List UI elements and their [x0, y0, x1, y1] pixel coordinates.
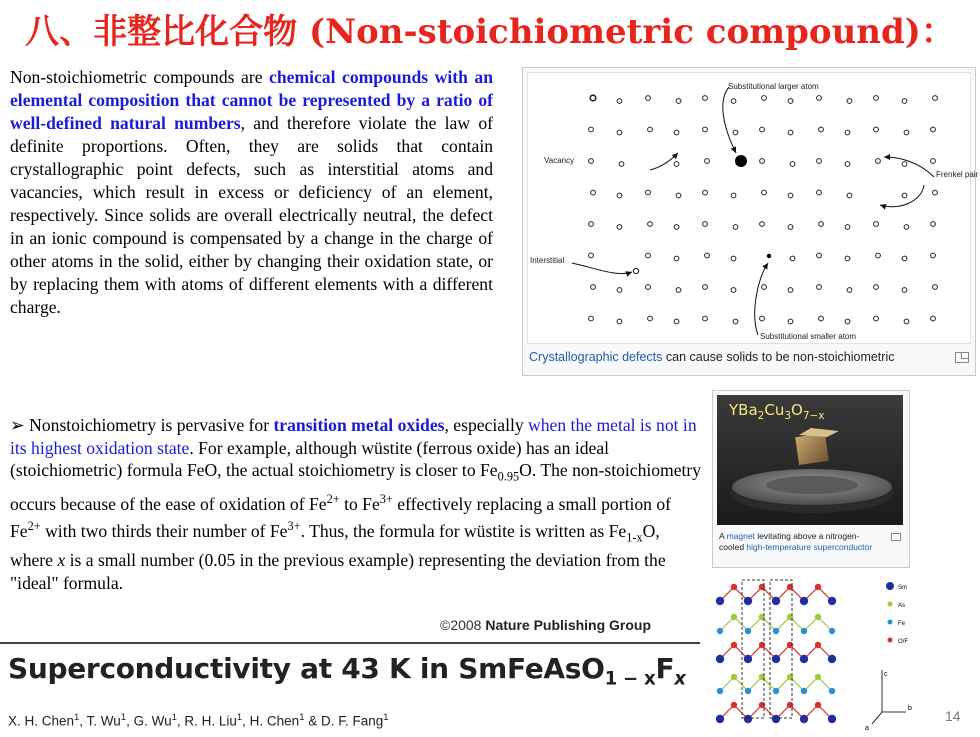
- crystal-atom: [828, 715, 836, 723]
- lattice-atom: [648, 222, 653, 227]
- crystal-atom: [800, 715, 808, 723]
- crystal-atom: [815, 702, 821, 708]
- page-number: 14: [945, 708, 961, 724]
- lattice-atom: [904, 225, 909, 230]
- lattice-atom: [589, 253, 594, 258]
- crystal-atom: [815, 674, 821, 680]
- lattice-atom: [817, 159, 822, 164]
- arrow-vacancy: [650, 153, 678, 170]
- nonstoichiometry-paragraph: [10, 414, 704, 594]
- crystal-atom: [772, 597, 780, 605]
- lattice-atom: [646, 253, 651, 258]
- lattice-atom: [788, 99, 793, 104]
- para2-text: with two thirds their number of Fe: [40, 521, 288, 542]
- defects-caption: [529, 350, 894, 364]
- article-title-x: x: [674, 668, 686, 690]
- crystal-atom: [744, 715, 752, 723]
- crystal-atom: [801, 628, 807, 634]
- lattice-atom: [674, 319, 679, 324]
- crystal-atom: [829, 628, 835, 634]
- label-interstitial: Interstitial: [530, 256, 565, 265]
- lattice-atom: [648, 316, 653, 321]
- lattice-atom: [648, 127, 653, 132]
- bullet-icon: ➢: [10, 415, 25, 435]
- crystal-atom: [829, 688, 835, 694]
- article-title: [8, 652, 686, 690]
- disk-recess: [766, 476, 858, 494]
- lattice-atom: [733, 319, 738, 324]
- lattice-atom: [933, 96, 938, 101]
- crystal-atom: [800, 655, 808, 663]
- lattice-atom: [676, 193, 681, 198]
- lattice-atom: [646, 190, 651, 195]
- lattice-atom: [874, 222, 879, 227]
- arrow-substitutional-smaller: [755, 263, 768, 335]
- magnet-figure: [712, 390, 910, 568]
- lattice-atom: [731, 193, 736, 198]
- lattice-atom: [817, 190, 822, 195]
- substitutional-smaller-atom: [767, 254, 771, 258]
- lattice-atom: [845, 162, 850, 167]
- crystal-atom: [745, 628, 751, 634]
- crystal-atom: [731, 614, 737, 620]
- lattice-atom: [703, 222, 708, 227]
- defects-diagram: [527, 72, 979, 344]
- crystal-atom: [828, 597, 836, 605]
- lattice-atom: [731, 99, 736, 104]
- crystal-atom: [801, 688, 807, 694]
- lattice-atom: [847, 288, 852, 293]
- lattice-atom: [931, 253, 936, 258]
- lattice-atom: [589, 316, 594, 321]
- levitating-magnet-photo: [717, 395, 903, 525]
- author-affiliation: 1: [74, 712, 80, 723]
- lattice-atom: [819, 222, 824, 227]
- lattice-atom: [617, 130, 622, 135]
- crystal-atom: [717, 688, 723, 694]
- lattice-atom: [902, 99, 907, 104]
- lattice-atom: [874, 285, 879, 290]
- lattice-atom: [902, 162, 907, 167]
- arrow-frenkel-1: [884, 157, 934, 177]
- lattice-atom: [674, 130, 679, 135]
- lattice-atom: [847, 99, 852, 104]
- magnet-cube-top: [799, 428, 839, 437]
- lattice-atom: [819, 127, 824, 132]
- caption-text: levitating above a nitrogen-cooled: [719, 531, 860, 552]
- author-name: D. F. Fang: [320, 713, 384, 729]
- lattice-atom: [788, 225, 793, 230]
- lattice-atom: [931, 127, 936, 132]
- lattice-atom: [646, 285, 651, 290]
- lattice-atom: [674, 162, 679, 167]
- lattice-atom: [733, 225, 738, 230]
- crystal-atom: [815, 642, 821, 648]
- lattice-atom: [617, 99, 622, 104]
- author-name: G. Wu: [133, 713, 172, 729]
- legend-swatch: [888, 602, 893, 607]
- author-list: [8, 712, 388, 729]
- lattice-atom: [619, 162, 624, 167]
- lattice-atom: [731, 256, 736, 261]
- crystal-atom: [731, 702, 737, 708]
- defects-lattice-svg: [528, 73, 979, 343]
- crystal-atom: [815, 584, 821, 590]
- crystal-atom: [716, 597, 724, 605]
- formula-sub: 2: [757, 410, 765, 422]
- lattice-atom: [845, 319, 850, 324]
- axis-a-line: [872, 712, 882, 724]
- lattice-atom: [904, 319, 909, 324]
- definition-highlight: chemical compounds with an elemental composition that cannot be represented by a ratio of well-defined natural numbers: [10, 67, 493, 133]
- lattice-atom: [762, 96, 767, 101]
- crystallographic-defects-link[interactable]: Crystallographic defects: [529, 350, 663, 364]
- lattice-atom: [845, 130, 850, 135]
- crystal-atom: [815, 614, 821, 620]
- lattice-atom: [817, 96, 822, 101]
- crystal-atom: [828, 655, 836, 663]
- author-name: R. H. Liu: [184, 713, 237, 729]
- article-title-subscript: 1 − x: [604, 668, 656, 690]
- lattice-atom: [819, 316, 824, 321]
- lattice-atom: [762, 190, 767, 195]
- label-substitutional-larger: Substitutional larger atom: [728, 82, 819, 91]
- lattice-atom: [790, 162, 795, 167]
- formula-part: O: [791, 401, 803, 419]
- lattice-atom: [676, 99, 681, 104]
- crystal-atom: [716, 715, 724, 723]
- article-title-F: F: [655, 652, 675, 685]
- lattice-atom: [788, 130, 793, 135]
- author-affiliation: 1: [236, 712, 243, 723]
- author-name: X. H. Chen: [8, 713, 75, 729]
- lattice-atom: [874, 96, 879, 101]
- crystal-atom: [773, 688, 779, 694]
- defects-caption-rest: can cause solids to be non-stoichiometric: [662, 350, 895, 364]
- formula-part: Cu: [764, 401, 785, 419]
- lattice-atom: [788, 288, 793, 293]
- lattice-atom: [817, 253, 822, 258]
- superscript: 2+: [27, 519, 41, 534]
- arrow-interstitial: [572, 263, 632, 274]
- lattice-atom: [674, 256, 679, 261]
- lattice-atom: [590, 95, 596, 101]
- lattice-atom: [876, 159, 881, 164]
- author-name: T. Wu: [86, 713, 121, 729]
- label-substitutional-smaller: Substitutional smaller atom: [760, 332, 857, 341]
- author-affiliation: 1: [383, 712, 389, 723]
- legend-swatch: [888, 638, 893, 643]
- author-affiliation: 1: [171, 712, 177, 723]
- lattice-atom: [874, 316, 879, 321]
- author-name: H. Chen: [249, 713, 300, 729]
- crystal-atom: [772, 655, 780, 663]
- lattice-atom: [589, 222, 594, 227]
- defects-figure: [522, 67, 979, 376]
- crystal-structure-svg: [712, 572, 922, 732]
- caption-text: A: [719, 531, 727, 541]
- lattice-atom: [904, 130, 909, 135]
- transition-metal-oxides-term: transition metal oxides: [273, 415, 445, 435]
- lattice-atom: [902, 256, 907, 261]
- ybco-formula: [729, 401, 825, 422]
- lattice-atom: [617, 225, 622, 230]
- label-frenkel: Frenkel pair: [936, 170, 979, 179]
- superconductor-link[interactable]: high-temperature superconductor: [746, 542, 873, 552]
- lattice-atom: [760, 316, 765, 321]
- crystal-atom: [800, 597, 808, 605]
- lattice-atom: [760, 159, 765, 164]
- axis-a-label: a: [865, 725, 869, 732]
- formula-part: YBa: [729, 401, 758, 419]
- crystal-atom: [744, 597, 752, 605]
- crystal-atom: [773, 628, 779, 634]
- lattice-atom: [760, 127, 765, 132]
- para2-text: . Thus, the formula for wüstite is written as Fe: [300, 521, 627, 542]
- lattice-atom: [933, 285, 938, 290]
- author-separator: ,: [79, 713, 87, 729]
- formula-sub: 7−x: [802, 410, 825, 422]
- lattice-atom: [845, 256, 850, 261]
- lattice-atom: [705, 159, 710, 164]
- lattice-atom: [703, 127, 708, 132]
- author-affiliation: 1: [299, 712, 305, 723]
- lattice-atom: [703, 190, 708, 195]
- label-vacancy: Vacancy: [544, 156, 575, 165]
- author-separator: ,: [242, 713, 250, 729]
- subscript: 0.95: [497, 469, 520, 484]
- para2-text: Nonstoichiometry is pervasive for: [24, 415, 274, 435]
- definition-paragraph: [10, 66, 493, 319]
- variable-x: x: [57, 550, 66, 571]
- lattice-atom: [617, 193, 622, 198]
- legend-label: As: [898, 603, 906, 609]
- lattice-atom: [703, 316, 708, 321]
- lattice-atom: [703, 285, 708, 290]
- author-separator: ,: [126, 713, 134, 729]
- para2-text: effectively replacing a small portion of Fe: [10, 493, 672, 542]
- crystal-atom: [772, 715, 780, 723]
- magnet-link[interactable]: magnet: [726, 531, 755, 541]
- lattice-atom: [676, 288, 681, 293]
- lattice-atom: [617, 288, 622, 293]
- interstitial-atom: [633, 268, 638, 273]
- magnet-caption: [719, 531, 879, 553]
- lattice-atom: [817, 285, 822, 290]
- para2-text: , especially: [444, 415, 529, 435]
- lattice-atom: [646, 96, 651, 101]
- crystal-atom: [716, 655, 724, 663]
- magnet-cube: [795, 433, 829, 465]
- para2-text: . For example, although wüstite (ferrous oxide) has an ideal (stoichiometric) formula FeO, the actual stoichiometry is closer to Fe: [10, 437, 610, 480]
- author-affiliation: 1: [120, 712, 127, 723]
- lattice-atom: [874, 127, 879, 132]
- legend-label: Sm: [898, 585, 907, 591]
- legend-swatch: [888, 620, 893, 625]
- axis-b-label: b: [908, 705, 912, 712]
- legend-label: O/F: [898, 639, 908, 645]
- lattice-atom: [788, 193, 793, 198]
- crystal-atom: [745, 688, 751, 694]
- lattice-atom: [589, 127, 594, 132]
- copyright-line: [440, 617, 651, 633]
- article-title-main: Superconductivity at 43 K in SmFeAsO: [8, 652, 605, 685]
- divider-rule: [0, 642, 700, 644]
- lattice-atom: [674, 225, 679, 230]
- crystal-atom: [731, 584, 737, 590]
- crystal-atom: [717, 628, 723, 634]
- lattice-atom: [589, 159, 594, 164]
- lattice-atom: [933, 190, 938, 195]
- para2-text: O, where: [10, 521, 660, 571]
- lattice-atom: [845, 225, 850, 230]
- arrow-substitutional-larger: [723, 87, 736, 153]
- enlarge-icon[interactable]: [891, 533, 901, 541]
- lattice-atom: [591, 285, 596, 290]
- legend-label: Fe: [898, 621, 906, 627]
- lattice-atom: [902, 288, 907, 293]
- lattice-atom: [931, 222, 936, 227]
- legend-swatch: [886, 582, 894, 590]
- superscript: 3+: [287, 519, 301, 534]
- lattice-atom: [703, 96, 708, 101]
- superscript: 3+: [379, 492, 393, 507]
- crystal-structure-figure: [712, 572, 922, 732]
- definition-lead: Non-stoichiometric compounds are: [10, 67, 270, 87]
- lattice-atom: [876, 253, 881, 258]
- lattice-atom: [762, 285, 767, 290]
- crystal-atom: [731, 674, 737, 680]
- crystal-atom: [731, 642, 737, 648]
- copyright-prefix: ©2008: [440, 617, 486, 633]
- para2-text: O. The non-stoichiometry occurs because of the ease of oxidation of Fe: [10, 460, 702, 514]
- lattice-atom: [760, 222, 765, 227]
- subscript: 1-x: [626, 530, 643, 545]
- enlarge-icon[interactable]: [955, 352, 969, 363]
- para2-text: is a small number (0.05 in the previous example) representing the deviation from the "ideal" formula.: [10, 550, 666, 593]
- lattice-atom: [591, 190, 596, 195]
- publisher-name: Nature Publishing Group: [485, 617, 652, 633]
- author-separator: &: [304, 713, 321, 729]
- author-separator: ,: [176, 713, 185, 729]
- lattice-atom: [790, 256, 795, 261]
- crystal-atom: [744, 655, 752, 663]
- lattice-atom: [931, 159, 936, 164]
- definition-rest: , and therefore violate the law of definite proportions. Often, they are solids that contain crystallographic point defects, such as interstitial atoms and vacancies, which result in excess or deficiency of an element, respectively. Since solids are overall electrically neutral, the defect in an ionic compound is compensated by a change in the charge of other atoms in the solid, either by changing their oxidation state, or by replacing them with atoms of different elements with a different charge.: [10, 113, 493, 317]
- lattice-atom: [705, 253, 710, 258]
- lattice-atom: [731, 288, 736, 293]
- slide-title: 八、非整比化合物 (Non-stoichiometric compound)：: [25, 12, 955, 52]
- superscript: 2+: [326, 492, 340, 507]
- formula-sub: 3: [784, 410, 792, 422]
- substitutional-larger-atom: [735, 155, 747, 167]
- lattice-atom: [733, 130, 738, 135]
- lattice-atom: [902, 193, 907, 198]
- lattice-atom: [788, 319, 793, 324]
- lattice-atom: [931, 316, 936, 321]
- lattice-atom: [617, 319, 622, 324]
- axis-c-label: c: [884, 671, 888, 678]
- highest-oxidation-phrase: when the metal is not in its highest oxidation state: [10, 415, 697, 458]
- lattice-atom: [847, 193, 852, 198]
- para2-text: to Fe: [339, 493, 380, 514]
